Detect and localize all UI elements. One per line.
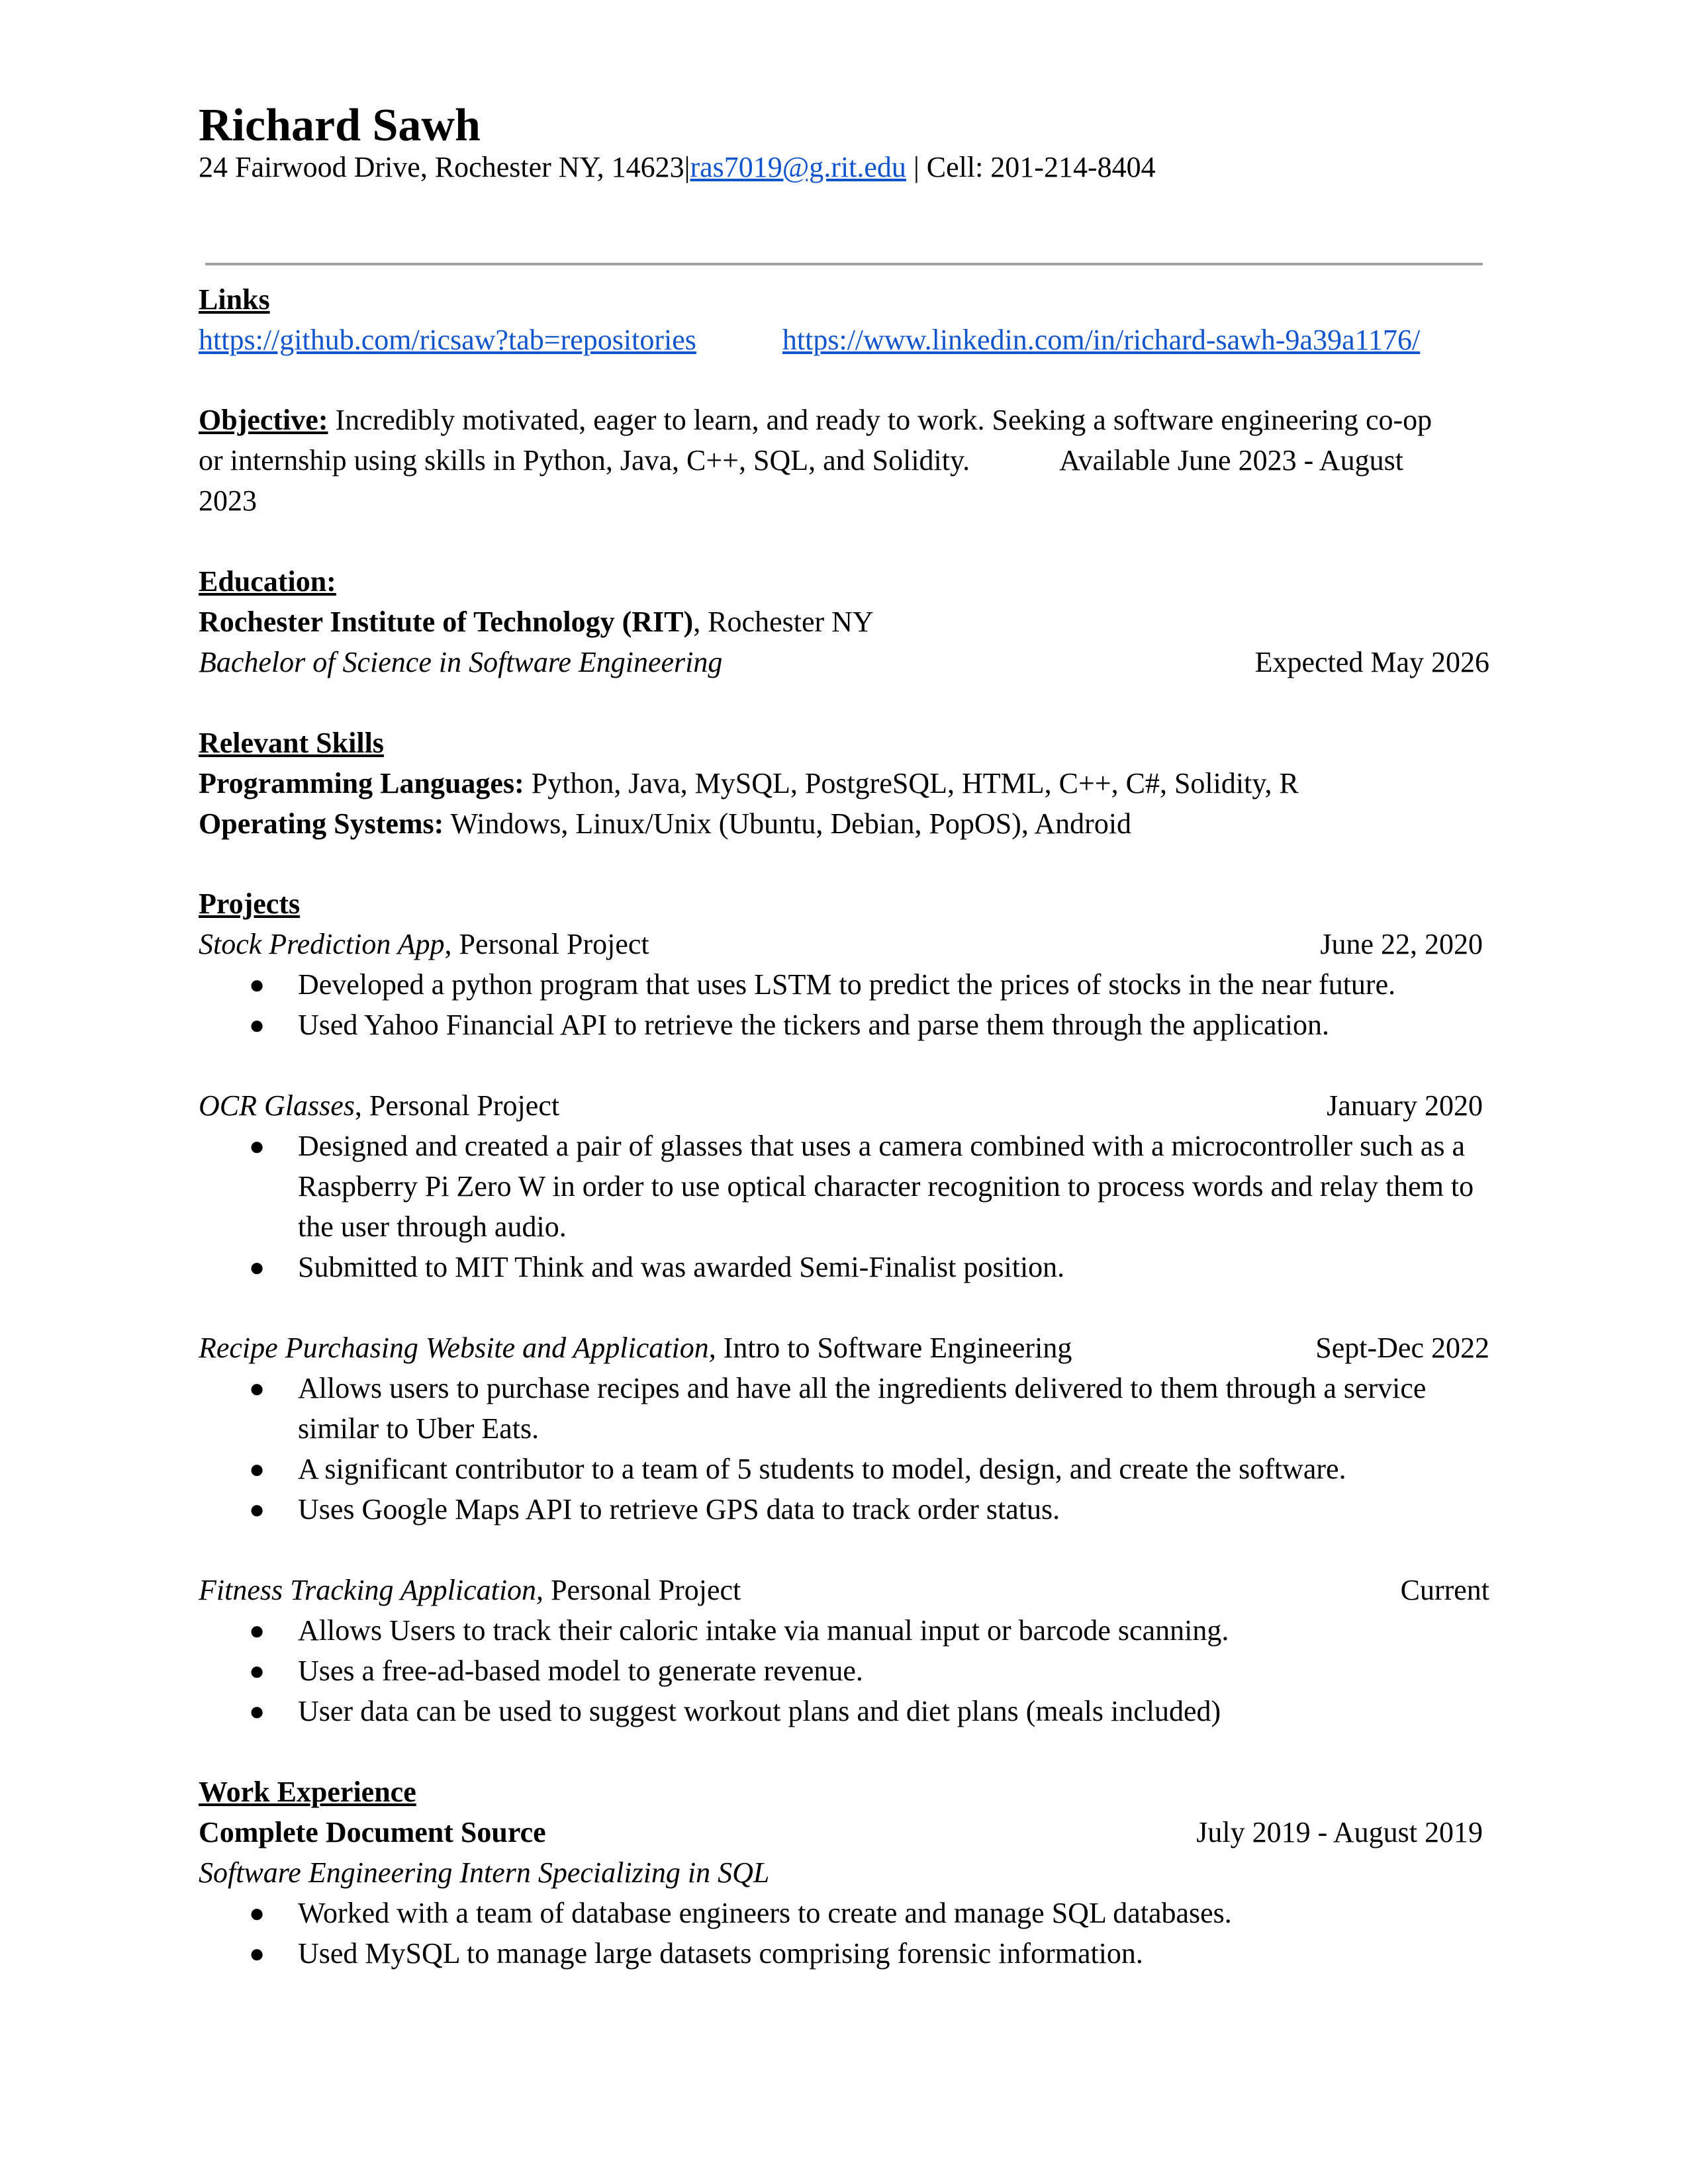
work-company-row [199, 1812, 1489, 1852]
project-item [199, 1570, 1489, 1731]
education-heading: Education: [199, 565, 336, 598]
work-section [199, 1772, 1489, 1974]
objective-label: Objective: [199, 404, 328, 436]
skills-languages [199, 763, 1489, 803]
objective-text-2: or internship using skills in Python, Java, C++, SQL, and Solidity. [199, 444, 970, 477]
address: 24 Fairwood Drive, Rochester NY, 14623| [199, 151, 690, 183]
education-school-line [199, 602, 1489, 642]
project-item [199, 924, 1489, 1045]
list-item: ● Submitted to MIT Think and was awarded Semi-Finalist position. [249, 1251, 1065, 1283]
project-item [199, 1085, 1489, 1287]
work-heading: Work Experience [199, 1776, 416, 1808]
objective-line-2 [199, 440, 1489, 480]
objective-line-3: 2023 [199, 484, 257, 517]
links-section [199, 279, 1489, 360]
email-link[interactable]: ras7019@g.rit.edu [690, 151, 906, 183]
project-title: Recipe Purchasing Website and Application, [199, 1332, 716, 1364]
bullet-text: Used MySQL to manage large datasets comprising forensic information. [298, 1937, 1143, 1970]
bullet-text: A significant contributor to a team of 5 students to model, design, and create the software. [298, 1453, 1346, 1485]
list-item: ● Developed a python program that uses LSTM to predict the prices of stocks in the near future. [249, 968, 1396, 1001]
list-item: ● Uses Google Maps API to retrieve GPS data to track order status. [249, 1493, 1060, 1525]
skills-heading: Relevant Skills [199, 727, 384, 759]
bullet-text: Worked with a team of database engineers to create and manage SQL databases. [298, 1897, 1232, 1929]
projects-section [199, 884, 1489, 1974]
project-date: January 2020 [1327, 1089, 1483, 1122]
list-item: ● Used MySQL to manage large datasets comprising forensic information. [249, 1937, 1143, 1970]
degree: Bachelor of Science in Software Engineering [199, 646, 723, 678]
bullet-text: Submitted to MIT Think and was awarded Semi-Finalist position. [298, 1251, 1065, 1283]
project-bullets [199, 1368, 1489, 1529]
project-bullets [199, 964, 1489, 1045]
project-context: , Personal Project [444, 928, 649, 960]
os-value: Windows, Linux/Unix (Ubuntu, Debian, PopOS), Android [444, 807, 1132, 840]
links-row [199, 320, 1489, 360]
project-title-line [199, 924, 649, 964]
bullet-text: Uses Google Maps API to retrieve GPS data to track order status. [298, 1493, 1060, 1525]
header [199, 93, 1489, 187]
header-divider [205, 263, 1483, 265]
education-section [199, 561, 1489, 682]
skills-os [199, 803, 1489, 844]
project-title: OCR Glasses [199, 1089, 355, 1122]
languages-label: Programming Languages: [199, 767, 524, 799]
bullet-text: Developed a python program that uses LSTM to predict the prices of stocks in the near future. [298, 968, 1396, 1001]
project-title: Stock Prediction App [199, 928, 445, 960]
skills-section [199, 723, 1489, 844]
project-context: , Personal Project [354, 1089, 560, 1122]
project-title-row [199, 1570, 1489, 1610]
project-context: Personal Project [543, 1574, 741, 1606]
objective-line-1 [199, 400, 1489, 440]
project-date: June 22, 2020 [1320, 928, 1483, 960]
project-title-row [199, 1085, 1489, 1126]
list-item: ● Worked with a team of database engineers to create and manage SQL databases. [249, 1897, 1232, 1929]
project-date: Sept-Dec 2022 [1315, 1332, 1489, 1364]
project-title-row [199, 1328, 1489, 1368]
project-title-line [199, 1085, 559, 1126]
project-bullets [199, 1610, 1489, 1731]
languages-value: Python, Java, MySQL, PostgreSQL, HTML, C++, C#, Solidity, R [524, 767, 1299, 799]
objective-section [199, 400, 1489, 521]
list-item: ● Allows Users to track their caloric intake via manual input or barcode scanning. [249, 1614, 1229, 1647]
work-company: Complete Document Source [199, 1816, 546, 1848]
list-item: ● Allows users to purchase recipes and have all the ingredients delivered to them through a service similar to Uber Eats. [249, 1372, 1427, 1445]
bullet-text: Allows Users to track their caloric intake via manual input or barcode scanning. [298, 1614, 1229, 1647]
candidate-name: Richard Sawh [199, 100, 481, 151]
school-name: Rochester Institute of Technology (RIT) [199, 606, 694, 638]
os-label: Operating Systems: [199, 807, 444, 840]
linkedin-link[interactable]: https://www.linkedin.com/in/richard-sawh-9a39a1176/ [782, 324, 1421, 356]
project-context: Intro to Software Engineering [716, 1332, 1072, 1364]
bullet-text: Designed and created a pair of glasses that uses a camera combined with a microcontroller such as a Raspberry Pi Zero W in order to use optical character recognition to process words and relay them to the user through audio. [298, 1130, 1474, 1243]
contact-line [199, 147, 1489, 187]
list-item: ● User data can be used to suggest workout plans and diet plans (meals included) [249, 1695, 1221, 1727]
list-item: ● Designed and created a pair of glasses that uses a camera combined with a microcontroller such as a Raspberry Pi Zero W in order to use optical character recognition to process words and relay them to the user through audio. [249, 1130, 1474, 1243]
education-degree-row [199, 642, 1489, 682]
bullet-text: Used Yahoo Financial API to retrieve the tickers and parse them through the application. [298, 1009, 1329, 1041]
work-date: July 2019 - August 2019 [1196, 1816, 1483, 1848]
expected-graduation: Expected May 2026 [1254, 646, 1489, 678]
project-item [199, 1328, 1489, 1529]
project-title: Fitness Tracking Application, [199, 1574, 544, 1606]
project-title-row [199, 924, 1489, 964]
school-location: , Rochester NY [693, 606, 874, 638]
project-title-line [199, 1328, 1072, 1368]
list-item: ● Used Yahoo Financial API to retrieve the tickers and parse them through the application. [249, 1009, 1329, 1041]
projects-heading: Projects [199, 887, 301, 920]
project-title-line [199, 1570, 741, 1610]
work-bullets [199, 1893, 1489, 1974]
project-bullets [199, 1126, 1489, 1287]
bullet-text: Uses a free-ad-based model to generate revenue. [298, 1655, 863, 1687]
objective-text-1: Incredibly motivated, eager to learn, and ready to work. Seeking a software engineering co-op [328, 404, 1432, 436]
links-heading: Links [199, 283, 270, 316]
bullet-text: User data can be used to suggest workout plans and diet plans (meals included) [298, 1695, 1221, 1727]
github-link[interactable]: https://github.com/ricsaw?tab=repositories [199, 324, 696, 356]
list-item: ● A significant contributor to a team of 5 students to model, design, and create the software. [249, 1453, 1346, 1485]
list-item: ● Uses a free-ad-based model to generate revenue. [249, 1655, 863, 1687]
bullet-text: Allows users to purchase recipes and have all the ingredients delivered to them through a service similar to Uber Eats. [298, 1372, 1427, 1445]
objective-availability: Available June 2023 - August [1059, 444, 1403, 477]
project-date: Current [1400, 1574, 1489, 1606]
cell-phone: | Cell: 201-214-8404 [906, 151, 1156, 183]
work-role: Software Engineering Intern Specializing in SQL [199, 1856, 770, 1889]
